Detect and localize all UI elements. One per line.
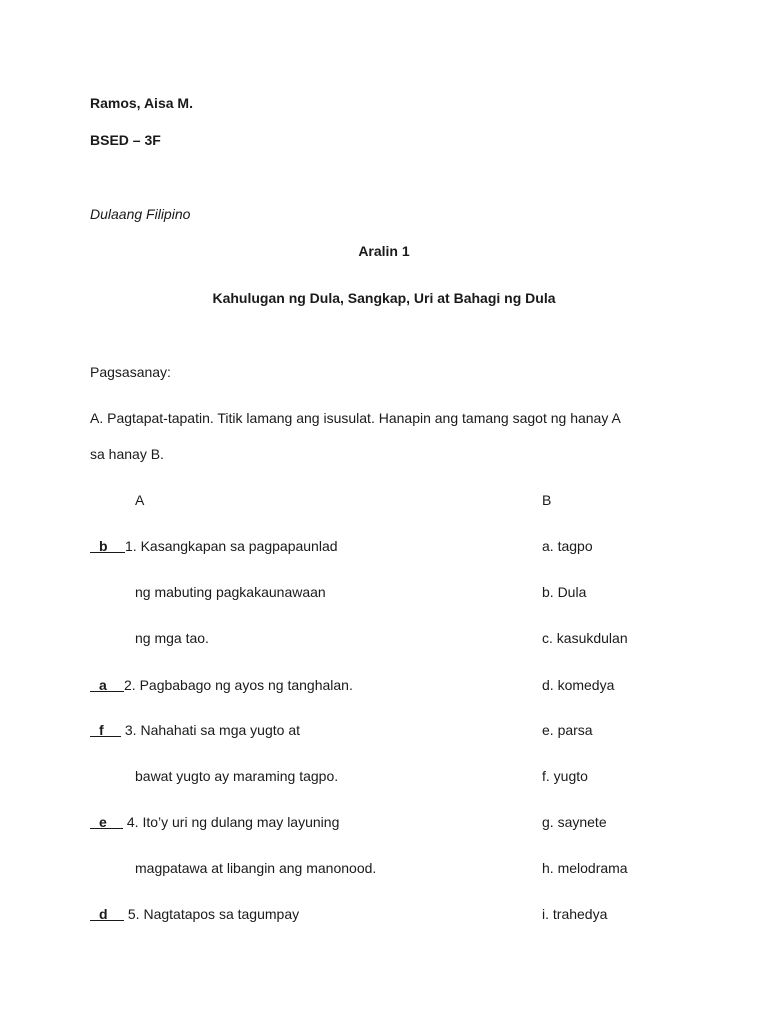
column-a-header: A bbox=[135, 492, 145, 508]
choice-item: h. melodrama bbox=[542, 860, 628, 876]
item-row bbox=[90, 905, 299, 923]
course-title: Dulaang Filipino bbox=[90, 206, 191, 222]
exercise-label: Pagsasanay: bbox=[90, 364, 171, 380]
column-b-header: B bbox=[542, 492, 552, 508]
item-text: 3. Nahahati sa mga yugto at bbox=[121, 722, 300, 738]
choice-item: g. saynete bbox=[542, 814, 607, 830]
item-text: 2. Pagbabago ng ayos ng tanghalan. bbox=[124, 677, 353, 693]
item-text: 4. Ito’y uri ng dulang may layuning bbox=[123, 814, 340, 830]
answer-letter: d bbox=[99, 906, 108, 922]
answer-blank bbox=[90, 537, 125, 555]
answer-blank bbox=[90, 676, 124, 694]
choice-item: a. tagpo bbox=[542, 538, 593, 554]
student-name: Ramos, Aisa M. bbox=[90, 95, 193, 111]
answer-letter: b bbox=[99, 538, 108, 554]
item-text-continuation: ng mga tao. bbox=[135, 630, 209, 646]
item-row bbox=[90, 537, 338, 555]
answer-letter: f bbox=[99, 722, 104, 738]
choice-item: e. parsa bbox=[542, 722, 593, 738]
item-text-continuation: magpatawa at libangin ang manonood. bbox=[135, 860, 377, 876]
choice-item: i. trahedya bbox=[542, 906, 608, 922]
item-row bbox=[90, 813, 339, 831]
instruction-line-2: sa hanay B. bbox=[90, 446, 164, 462]
item-row bbox=[90, 676, 353, 694]
lesson-title: Aralin 1 bbox=[358, 243, 410, 259]
choice-item: f. yugto bbox=[542, 768, 588, 784]
answer-blank bbox=[90, 721, 121, 739]
answer-letter: e bbox=[99, 814, 107, 830]
answer-blank bbox=[90, 905, 124, 923]
answer-letter: a bbox=[99, 677, 107, 693]
item-row bbox=[90, 721, 300, 739]
item-text-continuation: ng mabuting pagkakaunawaan bbox=[135, 584, 326, 600]
choice-item: d. komedya bbox=[542, 677, 615, 693]
choice-item: c. kasukdulan bbox=[542, 630, 628, 646]
instruction-line-1: A. Pagtapat-tapatin. Titik lamang ang isusulat. Hanapin ang tamang sagot ng hanay A bbox=[90, 410, 621, 426]
item-text: 1. Kasangkapan sa pagpapaunlad bbox=[125, 538, 338, 554]
answer-blank bbox=[90, 813, 123, 831]
item-text: 5. Nagtatapos sa tagumpay bbox=[124, 906, 300, 922]
student-section: BSED – 3F bbox=[90, 132, 161, 148]
lesson-subtitle: Kahulugan ng Dula, Sangkap, Uri at Bahagi ng Dula bbox=[212, 290, 556, 306]
item-text-continuation: bawat yugto ay maraming tagpo. bbox=[135, 768, 339, 784]
choice-item: b. Dula bbox=[542, 584, 587, 600]
